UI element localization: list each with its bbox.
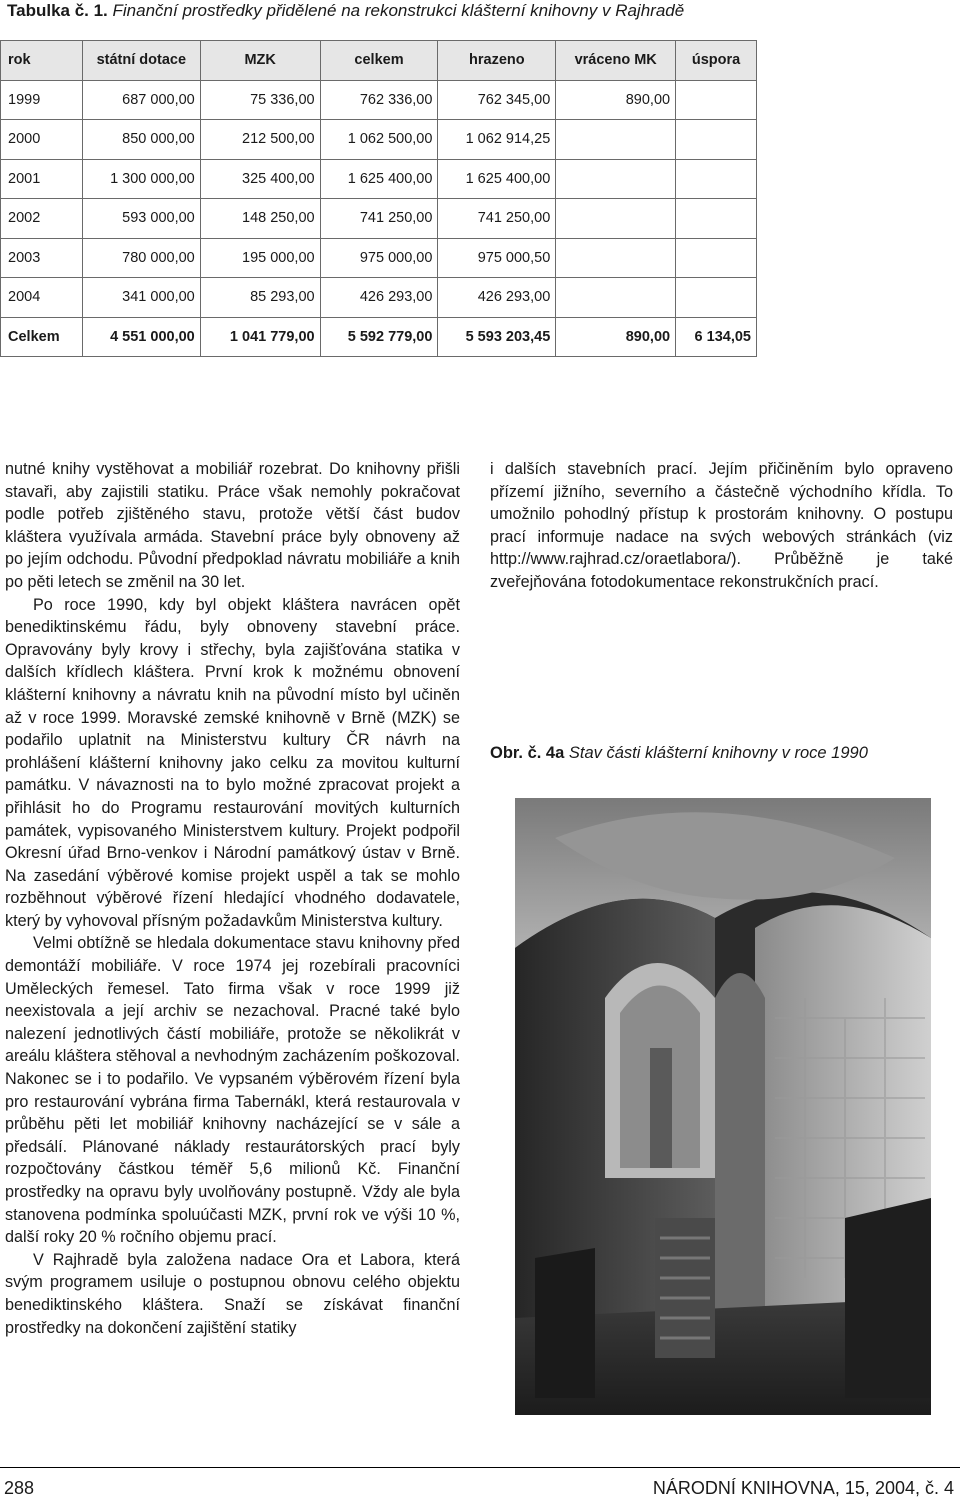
figure-caption [490, 744, 868, 763]
table-cell: 762 345,00 [438, 80, 556, 120]
table-total-row [1, 317, 757, 357]
table-cell: 593 000,00 [82, 199, 200, 239]
table-cell: 1 625 400,00 [438, 159, 556, 199]
table-cell [676, 278, 757, 318]
table-cell: 1 062 500,00 [320, 120, 438, 160]
header-year: rok [1, 41, 83, 81]
table-cell: 426 293,00 [438, 278, 556, 318]
table-cell: 741 250,00 [320, 199, 438, 239]
figure-caption-label: Obr. č. 4a [490, 744, 565, 762]
table-cell: 426 293,00 [320, 278, 438, 318]
journal-reference: NÁRODNÍ KNIHOVNA, 15, 2004, č. 4 [652, 1478, 954, 1498]
table-cell [556, 199, 676, 239]
table-cell: 1 062 914,25 [438, 120, 556, 160]
table-cell [556, 159, 676, 199]
right-text-column [490, 458, 953, 594]
table-cell: 212 500,00 [200, 120, 320, 160]
table-cell: 687 000,00 [82, 80, 200, 120]
table-row [1, 238, 757, 278]
table-cell: 75 336,00 [200, 80, 320, 120]
table-cell: 975 000,50 [438, 238, 556, 278]
table-cell: 741 250,00 [438, 199, 556, 239]
table-cell: 148 250,00 [200, 199, 320, 239]
table-cell: 1 300 000,00 [82, 159, 200, 199]
total-cell: 1 041 779,00 [200, 317, 320, 357]
table-row [1, 278, 757, 318]
header-paid: hrazeno [438, 41, 556, 81]
table-row [1, 159, 757, 199]
figure-caption-title: Stav části klášterní knihovny v roce 1990 [568, 744, 868, 762]
header-savings: úspora [676, 41, 757, 81]
table-cell [676, 120, 757, 160]
table-cell: 2002 [1, 199, 83, 239]
total-cell: 890,00 [556, 317, 676, 357]
left-text-column [5, 458, 460, 1339]
table-cell: 341 000,00 [82, 278, 200, 318]
table-cell: 850 000,00 [82, 120, 200, 160]
header-state-subsidy: státní dotace [82, 41, 200, 81]
footer-rule [0, 1467, 960, 1468]
library-photo [515, 798, 931, 1415]
table-cell [676, 199, 757, 239]
total-cell: 5 592 779,00 [320, 317, 438, 357]
table-cell: 2001 [1, 159, 83, 199]
table-header-row [1, 41, 757, 81]
table-cell: 2000 [1, 120, 83, 160]
paragraph: i dalších stavebních prací. Jejím přičiněním bylo opraveno přízemí jižního, severního a částečně východního křídla. To umožnilo pohodlný přístup k prostorám knihovny. O postupu prací informuje nadace na svých webových stránkách (viz http://www.rajhrad.cz/oraetlabora/). Průběžně je také zveřejňována fotodokumentace rekonstrukčních prací. [490, 460, 953, 591]
paragraph: Velmi obtížně se hledala dokumentace stavu knihovny před demontáží mobiliáře. V roce 1974 jej rozebírali pracovníci Uměleckých řemesel. Tato firma však v roce 1999 již neexistovala a její archiv se nezachoval. Pracné také bylo nalezení jednotlivých částí mobiliáře, protože se několikrát v areálu kláštera stěhoval a nevhodným zacházením poškozoval. Nakonec se i to podařilo. Ve vypsaném výběrovém řízení byla pro restaurování vybrána firma Tabernákl, která restaurovala v průběhu pěti let mobiliář knihovny nacházející se v sále a předsálí. Plánované náklady restaurátorských prací byly rozpočtovány částkou téměř 5,6 milionů Kč. Finanční prostředky na opravu byly uvolňovány postupně. Vždy ale byla stanovena podmínka spoluúčasti MZK, první rok ve výši 10 %, další roky 20 % ročního objemu prací. [5, 934, 460, 1247]
header-total: celkem [320, 41, 438, 81]
table-caption-title: Finanční prostředky přidělené na rekonstrukci klášterní knihovny v Rajhradě [112, 1, 685, 20]
table-cell: 2003 [1, 238, 83, 278]
total-cell: 6 134,05 [676, 317, 757, 357]
paragraph: nutné knihy vystěhovat a mobiliář rozebrat. Do knihovny přišli stavaři, aby zajistili statiku. Práce však nemohly pokračovat podle potřeb zjištěného stavu, protože větší část budov kláštera využívala armáda. Stavební práce byly obnoveny až po jejím odchodu. Původní předpoklad návratu mobiliáře a knih po pěti letech se změnil na 30 let. [5, 460, 460, 591]
table-cell [676, 80, 757, 120]
table-cell: 975 000,00 [320, 238, 438, 278]
header-returned: vráceno MK [556, 41, 676, 81]
paragraph: Po roce 1990, kdy byl objekt kláštera navrácen opět benediktinskému řádu, byly obnoveny stavební práce. Opravovány byly krovy i střechy, byla zajišťována statika v dalších křídlech kláštera. První krok k možnému obnovení klášterní knihovny a návratu knih na původní místo byl učiněn až v roce 1999. Moravské zemské knihovně v Brně (MZK) se podařilo uplatnit na Ministerstvu kultury ČR návrh na prohlášení klášterní knihovny jako celku za movitou kulturní památku. V návaznosti na to bylo možné zpracovat projekt a přihlásit ho do Programu restaurování movitých kulturních památek, vypisovaného Ministerstvem kultury. Projekt podpořil Okresní úřad Brno-venkov i Národní památkový ústav v Brně. Na zasedání výběrové komise projekt uspěl a tak se mohlo rozběhnout výběrové řízení hledající vhodného dodavatele, který by vyhovoval přísným požadavkům Ministerstva kultury. [5, 595, 460, 930]
total-cell: Celkem [1, 317, 83, 357]
table-cell: 85 293,00 [200, 278, 320, 318]
table-row [1, 120, 757, 160]
table-cell: 1 625 400,00 [320, 159, 438, 199]
table-cell: 1999 [1, 80, 83, 120]
table-caption-label: Tabulka č. 1. [7, 1, 108, 20]
table-cell: 325 400,00 [200, 159, 320, 199]
total-cell: 4 551 000,00 [82, 317, 200, 357]
table-cell [556, 120, 676, 160]
table-row [1, 80, 757, 120]
table-cell: 762 336,00 [320, 80, 438, 120]
finance-table [0, 40, 757, 357]
table-cell [676, 238, 757, 278]
paragraph: V Rajhradě byla založena nadace Ora et Labora, která svým programem usiluje o postupnou obnovu celého objektu benediktinského kláštera. Snaží se získávat finanční prostředky na dokončení zajištění statiky [5, 1250, 460, 1337]
table-cell: 780 000,00 [82, 238, 200, 278]
table-cell [676, 159, 757, 199]
total-cell: 5 593 203,45 [438, 317, 556, 357]
table-cell: 890,00 [556, 80, 676, 120]
header-mzk: MZK [200, 41, 320, 81]
table-cell [556, 238, 676, 278]
table-row [1, 199, 757, 239]
library-photo-illustration [515, 798, 931, 1415]
table-caption [7, 0, 684, 22]
page-number: 288 [4, 1478, 35, 1498]
table-cell [556, 278, 676, 318]
table-cell: 2004 [1, 278, 83, 318]
table-cell: 195 000,00 [200, 238, 320, 278]
